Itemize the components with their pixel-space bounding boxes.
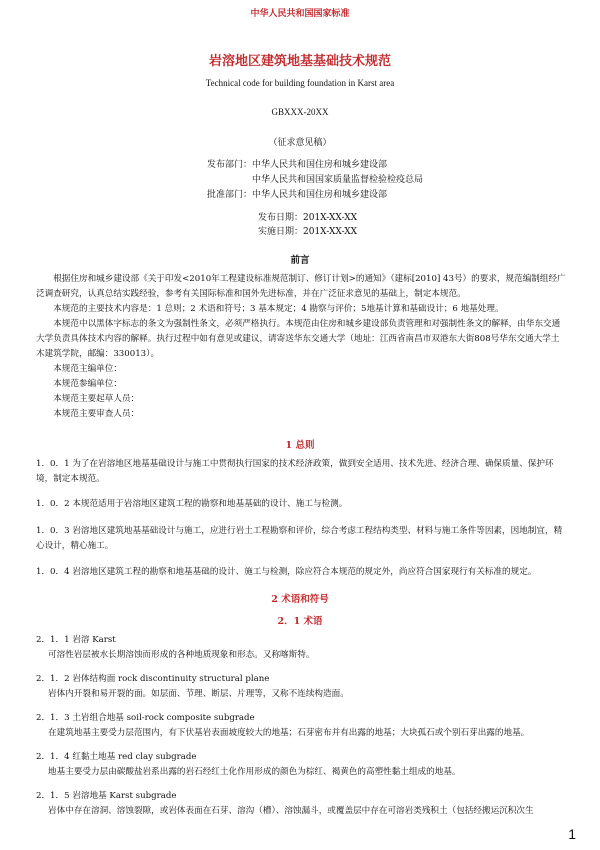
preface-paragraph: 根据住房和城乡建设部《关于印发<2010年工程建设标准规范制订、修订计划>的通知》（建标[2010] 43号）的要求，规范编制组经广泛调查研究，认真总结实践经验，参考有关国际标准和国外先进标准，并在广泛征求意见的基础上，制定本规范。 [36, 274, 566, 299]
preface-body [36, 272, 566, 422]
preface-paragraph: 本规范中以黑体字标志的条文为强制性条文，必须严格执行。本规范由住房和城乡建设部负责管理和对强制性条文的解释，由华东交通大学负责具体技术内容的解释。执行过程中如有意见或建议，请寄送华东交通大学（地址：江西省南昌市双港东大街808号华东交通大学土木建筑学院，邮编：330013）。 [36, 319, 561, 359]
preface-paragraph: 本规范的主要技术内容是：1 总则；2 术语和符号；3 基本规定；4 勘察与评价；5地基计算和基础设计；6 地基处理。 [53, 304, 504, 314]
preface-line: 本规范主要审查人员： [53, 409, 140, 419]
term-body: 可溶性岩层被水长期溶蚀而形成的各种地质现象和形态。又称喀斯特。 [48, 650, 315, 660]
term-2-1-3 [36, 711, 566, 741]
preface-line: 本规范主编单位： [53, 364, 122, 374]
term-head: 2．1．5 岩溶地基 Karst subgrade [36, 791, 177, 801]
section-2-1-heading: 2．1 术语 [277, 616, 323, 627]
dates [258, 211, 357, 239]
department-line: 中华人民共和国国家质量监督检验检疫总局 [207, 175, 424, 185]
effective-date: 实施日期：201X-XX-XX [258, 227, 358, 237]
page-number: 1 [568, 826, 576, 842]
preface-line: 本规范参编单位： [53, 379, 122, 389]
term-body: 地基主要受力层由碳酸盐岩系出露的岩石经红土化作用形成的颜色为棕红、褐黄色的高塑性黏土组成的地基。 [48, 767, 461, 777]
term-body: 在建筑地基主要受力层范围内，有下伏基岩表面坡度较大的地基；石芽密布并有出露的地基；大块孤石或个别石芽出露的地基。 [48, 728, 530, 738]
term-2-1-5 [36, 789, 566, 834]
term-2-1-2 [36, 672, 566, 702]
term-2-1-4 [36, 750, 566, 780]
draft-label: （征求意见稿） [268, 138, 332, 148]
departments [207, 158, 423, 203]
standard-code: GBXXX-20XX [271, 107, 329, 117]
chapter2-heading: 2 术语和符号 [271, 594, 329, 605]
clause-1-0-4 [36, 565, 566, 580]
clause-1-0-1 [36, 457, 566, 487]
department-line: 发布部门：中华人民共和国住房和城乡建设部 [207, 160, 388, 170]
preface-line: 本规范主要起草人员： [53, 394, 140, 404]
clause-1-0-2 [36, 497, 566, 512]
department-line: 批准部门：中华人民共和国住房和城乡建设部 [207, 190, 388, 200]
title-english: Technical code for building foundation in Karst area [205, 78, 395, 88]
term-head: 2．1．1 岩溶 Karst [36, 635, 116, 645]
term-head: 2．1．3 土岩组合地基 soil-rock composite subgrade [36, 713, 255, 723]
clause-1-0-3 [36, 524, 566, 554]
standard-type: 中华人民共和国国家标准 [250, 9, 350, 19]
clause-text: 1．0．4 岩溶地区建筑工程的勘察和地基基础的设计、施工与检测，除应符合本规范的规定外，尚应符合国家现行有关标准的规定。 [36, 567, 537, 577]
clause-text: 1．0．2 本规范适用于岩溶地区建筑工程的勘察和地基基础的设计、施工与检测。 [36, 499, 348, 509]
term-head: 2．1．4 红黏土地基 red clay subgrade [36, 752, 197, 762]
document-title: 岩溶地区建筑地基基础技术规范 [208, 54, 391, 69]
term-head: 2．1．2 岩体结构面 rock discontinuity structural plane [36, 674, 270, 684]
issue-date: 发布日期：201X-XX-XX [258, 213, 358, 223]
term-body: 岩体内开裂和易开裂的面。如层面、节理、断层、片理等，又称不连续构造面。 [48, 689, 349, 699]
clause-text: 1．0．1 为了在岩溶地区地基基础设计与施工中贯彻执行国家的技术经济政策，做到安全适用、技术先进、经济合理、确保质量、保护环境，制定本规范。 [36, 459, 554, 484]
term-body: 岩体中存在溶洞、溶蚀裂隙，或岩体表面在石芽、溶沟（槽）、溶蚀漏斗，或覆盖层中存在可溶岩类残积土（包括经搬运沉积次生 [48, 806, 534, 816]
clause-text: 1．0．3 岩溶地区建筑地基基础设计与施工，应进行岩土工程勘察和评价，综合考虑工程结构类型、材料与施工条件等因素，因地制宜，精心设计，精心施工。 [36, 526, 563, 551]
preface-heading: 前言 [290, 255, 310, 266]
term-2-1-1 [36, 633, 566, 663]
chapter1-heading: 1 总则 [285, 440, 315, 451]
